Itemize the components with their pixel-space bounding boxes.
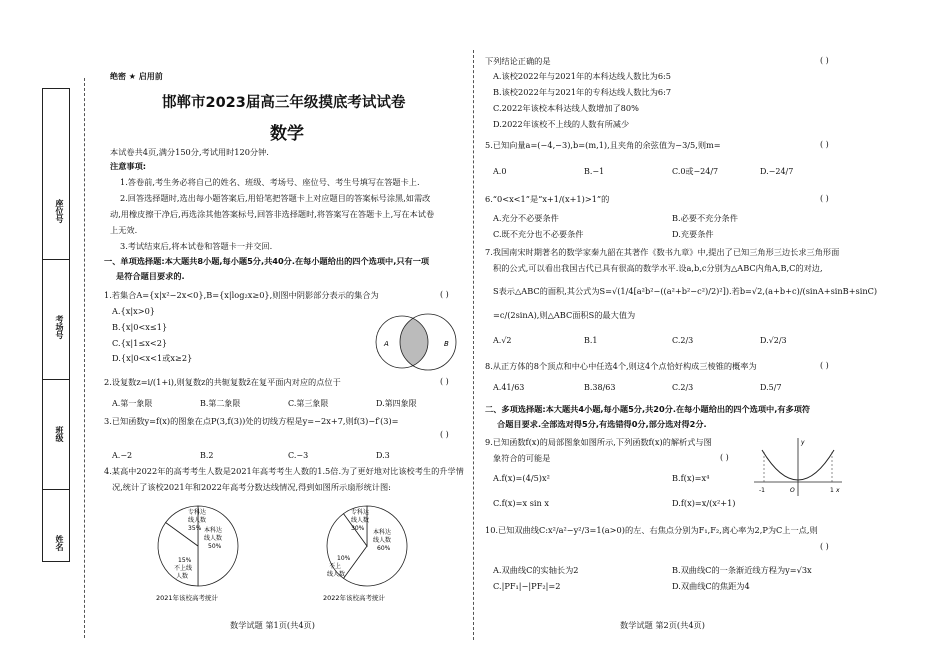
function-graph [750,434,846,500]
q7-option-c: C.2/3 [672,336,694,345]
section-2-heading: 二、多项选择题:本大题共4小题,每小题5分,共20分.在每小题给出的四个选项中,有多项符 [485,404,811,414]
secret-mark: 绝密 ★ 启用前 [110,72,163,81]
graph-origin: O [790,487,795,494]
pie-2022-label-fail: 线人数 [327,571,346,578]
footer-page-2: 数学试题 第2页(共4页) [620,620,705,630]
pie-2021-label-college: 线人数 [188,517,207,524]
q8-option-d: D.5/7 [760,383,782,392]
q6-option-b: B.必要不充分条件 [672,213,738,223]
exam-title: 邯郸市2023届高三年级摸底考试试卷 [162,95,406,111]
graph-x-label: x [836,487,840,494]
q3-option-a: A.−2 [112,451,133,460]
q9-option-d: D.f(x)=x/(x²+1) [672,498,736,508]
q4-option-a: A.该校2022年与2021年的本科达线人数比为6:5 [493,71,671,81]
strip-class: 班级 [55,426,64,442]
q4-lead: 下列结论正确的是 [485,56,551,66]
note-3: 3.考试结束后,将本试卷和答题卡一并交回. [120,241,273,251]
pie-2022-value-fail: 10% [337,555,351,562]
venn-diagram [368,310,468,374]
note-2b: 动,用橡皮擦干净后,再选涂其他答案标号,回答非选择题时,将答案写在答题卡上,写在本试卷 [110,209,435,219]
q6-option-c: C.既不充分也不必要条件 [493,229,584,239]
q1-option-a: A.{x|x>0} [112,306,155,316]
q2-option-a: A.第一象限 [112,399,153,408]
pie-2022-label-college: 线人数 [351,517,370,524]
graph-y-label: y [801,439,805,446]
pie-2021-label-fail: 不上线 [174,565,193,572]
q5-option-c: C.0或−24/7 [672,167,719,176]
question-10: 10.已知双曲线C:x²/a²−y²/3=1(a>0)的左、右焦点分别为F₁,F₂,离心率为2,P为C上一点,则 [485,525,818,535]
question-2: 2.设复数z=i/(1+i),则复数z的共轭复数z̄在复平面内对应的点位于 [104,377,341,387]
answer-paren: ( ) [440,430,449,439]
q1-option-c: C.{x|1≤x<2} [112,338,168,348]
section-1-heading-cont: 是符合题目要求的. [116,271,185,281]
q2-option-b: B.第二象限 [200,399,241,408]
q9-option-a: A.f(x)=(4/5)x² [493,473,550,483]
question-9: 9.已知函数f(x)的局部图象如图所示,下列函数f(x)的解析式与图 [485,437,712,447]
q6-option-d: D.充要条件 [672,229,714,239]
notes-title: 注意事项: [110,161,147,171]
q3-option-c: C.−3 [288,451,309,460]
strip-room: 考场号 [55,315,64,339]
pie-2022-label-undergrad: 本科达 [373,529,392,536]
q8-option-a: A.41/63 [493,383,525,392]
question-5: 5.已知向量a=(−4,−3),b=(m,1),且夹角的余弦值为−3/5,则m= [485,140,721,150]
answer-paren: ( ) [440,377,449,386]
q1-option-b: B.{x|0<x≤1} [112,322,168,332]
note-2a: 2.回答选择题时,选出每小题答案后,用铅笔把答题卡上对应题目的答案标号涂黑,如需改 [120,193,431,203]
section-1-heading: 一、单项选择题:本大题共8小题,每小题5分,共40分.在每小题给出的四个选项中,只有一项 [104,256,430,266]
pie-2021-value-fail: 15% [178,557,192,564]
answer-paren: ( ) [820,542,829,551]
q5-option-b: B.−1 [584,167,605,176]
q9-option-b: B.f(x)=x⁴ [672,473,710,483]
pie-2021-value-college: 35% [188,525,202,532]
pie-chart-2022 [315,500,425,605]
q10-option-c: C.|PF₁|−|PF₂|=2 [493,581,561,591]
subject-title: 数学 [270,124,304,144]
pie-2022-label-fail: 不上 [329,563,342,570]
answer-paren: ( ) [820,361,829,370]
q5-option-d: D.−24/7 [760,167,794,176]
fold-line [84,78,85,638]
pie-2021-label-undergrad: 本科达 [204,527,223,534]
q5-option-a: A.0 [493,167,507,176]
question-7: 7.我国南宋时期著名的数学家秦九韶在其著作《数书九章》中,提出了已知三角形三边长求三角形面 [485,247,840,257]
pie-chart-2021 [150,500,250,605]
binding-strip [42,88,70,562]
question-7-cont: 积的公式,可以看出我国古代已具有很高的数学水平.设a,b,c分别为△ABC内角A,B,C的对边, [493,263,823,273]
question-7-formula: S表示△ABC的面积,其公式为S=√(1/4[a²b²−((a²+b²−c²)/2)²]).若b=√2,(a+b+c)/(sinA+sinB+sinC) [493,286,878,296]
q10-option-a: A.双曲线C的实轴长为2 [493,565,579,575]
pie-2021-label-undergrad: 线人数 [204,535,223,542]
pie-2022-label-undergrad: 线人数 [373,537,392,544]
q6-option-a: A.充分不必要条件 [493,213,559,223]
answer-paren: ( ) [440,290,449,299]
note-1: 1.答卷前,考生务必将自己的姓名、班级、考场号、座位号、考生号填写在答题卡上. [120,177,420,187]
q8-option-c: C.2/3 [672,383,694,392]
q9-option-c: C.f(x)=x sin x [493,498,550,508]
graph-tick-minus-one: -1 [759,487,765,494]
venn-label-a: A [384,340,389,348]
q8-option-b: B.38/63 [584,383,616,392]
pie-2021-label-college: 专科达 [188,509,207,516]
pie-2022-label-college: 专科达 [351,509,370,516]
q3-option-d: D.3 [376,451,390,460]
q4-option-d: D.2022年该校不上线的人数有所减少 [493,119,630,129]
answer-paren: ( ) [720,453,729,462]
graph-tick-one: 1 [830,487,834,494]
venn-label-b: B [444,340,449,348]
q1-option-d: D.{x|0<x<1或x≥2} [112,353,193,363]
strip-seat: 座位号 [55,199,64,223]
section-2-heading-cont: 合题目要求.全部选对得5分,有选错得0分,部分选对得2分. [497,419,707,429]
question-4: 4.某高中2022年的高考考生人数是2021年高考考生人数的1.5倍.为了更好地对比该校考生的升学情 [104,466,464,476]
q2-option-d: D.第四象限 [376,399,417,408]
question-8: 8.从正方体的8个顶点和中心中任选4个,则这4个点恰好构成三棱锥的概率为 [485,361,757,371]
question-9-cont: 象符合的可能是 [493,453,551,463]
note-2c: 上无效. [110,225,138,235]
page-divider [473,50,474,640]
answer-paren: ( ) [820,56,829,65]
question-3: 3.已知函数y=f(x)的图象在点P(3,f(3))处的切线方程是y=−2x+7,则f(3)−f′(3)= [104,416,399,426]
q3-option-b: B.2 [200,451,214,460]
pie-2022-value-undergrad: 60% [377,545,391,552]
q10-option-b: B.双曲线C的一条渐近线方程为y=√3x [672,565,812,575]
pie-2021-label-fail: 人数 [176,573,189,580]
q2-option-c: C.第三象限 [288,399,329,408]
question-6: 6.“0<x<1”是“x+1/(x+1)>1”的 [485,194,610,204]
q7-option-a: A.√2 [493,336,512,345]
strip-name: 姓名 [55,535,64,551]
question-4-cont: 况,统计了该校2021年和2022年高考分数达线情况,得到如图所示扇形统计图: [112,482,391,492]
question-1: 1.若集合A={x|x²−2x<0},B={x|log₂x≥0},则图中阴影部分表示的集合为 [104,290,379,300]
q4-option-c: C.2022年该校本科达线人数增加了80% [493,103,639,113]
intro-text: 本试卷共4页,满分150分,考试用时120分钟. [110,147,269,157]
pie-2021-caption: 2021年该校高考统计 [156,594,219,602]
q10-option-d: D.双曲线C的焦距为4 [672,581,750,591]
q7-option-b: B.1 [584,336,598,345]
pie-2022-value-college: 30% [351,525,365,532]
pie-2021-value-undergrad: 50% [208,543,222,550]
answer-paren: ( ) [820,140,829,149]
pie-2022-caption: 2022年该校高考统计 [323,594,386,602]
question-7-cond: =c/(2sinA),则△ABC面积S的最大值为 [493,310,636,320]
q4-option-b: B.该校2022年与2021年的专科达线人数比为6:7 [493,87,672,97]
footer-page-1: 数学试题 第1页(共4页) [230,620,315,630]
answer-paren: ( ) [820,194,829,203]
q7-option-d: D.√2/3 [760,336,787,345]
